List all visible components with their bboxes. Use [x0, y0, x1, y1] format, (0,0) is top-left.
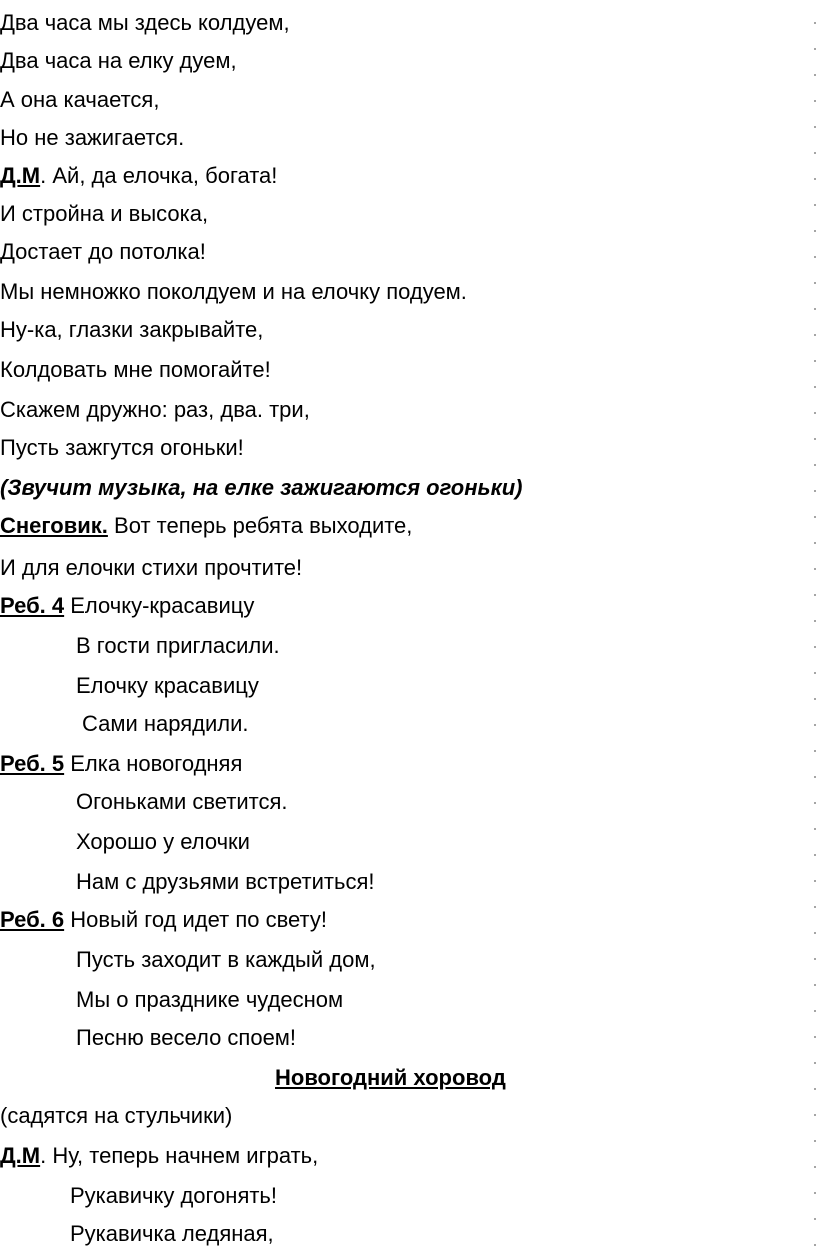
speaker-label: Д.М — [0, 1143, 41, 1168]
text-line: Два часа мы здесь колдуем, — [0, 10, 290, 35]
text-line: И для елочки стихи прочтите! — [0, 555, 303, 580]
text-line: Мы немножко поколдуем и на елочку подуем. — [0, 279, 467, 304]
verse-line: Пусть заходит в каждый дом, — [76, 947, 376, 972]
text-line: Колдовать мне помогайте! — [0, 357, 271, 382]
verse-line: Нам с друзьями встретиться! — [76, 869, 375, 894]
text-line: Реб. 6 Новый год идет по свету! — [0, 907, 327, 932]
text-line: Реб. 4 Елочку-красавицу — [0, 593, 255, 618]
text-line: Ну-ка, глазки закрывайте, — [0, 317, 264, 342]
verse-line: Мы о празднике чудесном — [76, 987, 344, 1012]
text-line: Д.М. Ну, теперь начнем играть, — [0, 1143, 319, 1168]
verse-line: Песню весело споем! — [76, 1025, 297, 1050]
verse-line: Огоньками светится. — [76, 789, 288, 814]
text-line: Скажем дружно: раз, два. три, — [0, 397, 310, 422]
text-line: Снеговик. Вот теперь ребята выходите, — [0, 513, 413, 538]
verse-line: Хорошо у елочки — [76, 829, 250, 854]
speaker-label: Реб. 4 — [0, 593, 65, 618]
verse-line: Рукавичка ледяная, — [70, 1221, 274, 1246]
section-heading: Новогодний хоровод — [275, 1065, 506, 1090]
verse-line: В гости пригласили. — [76, 633, 280, 658]
text-line: Достает до потолка! — [0, 239, 206, 264]
stage-direction: (Звучит музыка, на елке зажигаются огоньки) — [0, 475, 523, 500]
text-line: Пусть зажгутся огоньки! — [0, 435, 244, 460]
speaker-label: Реб. 6 — [0, 907, 65, 932]
stage-direction: (садятся на стульчики) — [0, 1103, 233, 1128]
speaker-label: Д.М — [0, 163, 41, 188]
verse-line: Сами нарядили. — [82, 711, 249, 736]
text-line: Но не зажигается. — [0, 125, 185, 150]
text-line: А она качается, — [0, 87, 160, 112]
speaker-label: Снеговик. — [0, 513, 108, 538]
page-edge-marks — [810, 0, 816, 1256]
text-line: Д.М. Ай, да елочка, богата! — [0, 163, 278, 188]
verse-line: Рукавичку догонять! — [70, 1183, 278, 1208]
speaker-label: Реб. 5 — [0, 751, 65, 776]
text-line: И стройна и высока, — [0, 201, 209, 226]
text-line: Два часа на елку дуем, — [0, 48, 237, 73]
verse-line: Елочку красавицу — [76, 673, 259, 698]
text-line: Реб. 5 Елка новогодняя — [0, 751, 243, 776]
